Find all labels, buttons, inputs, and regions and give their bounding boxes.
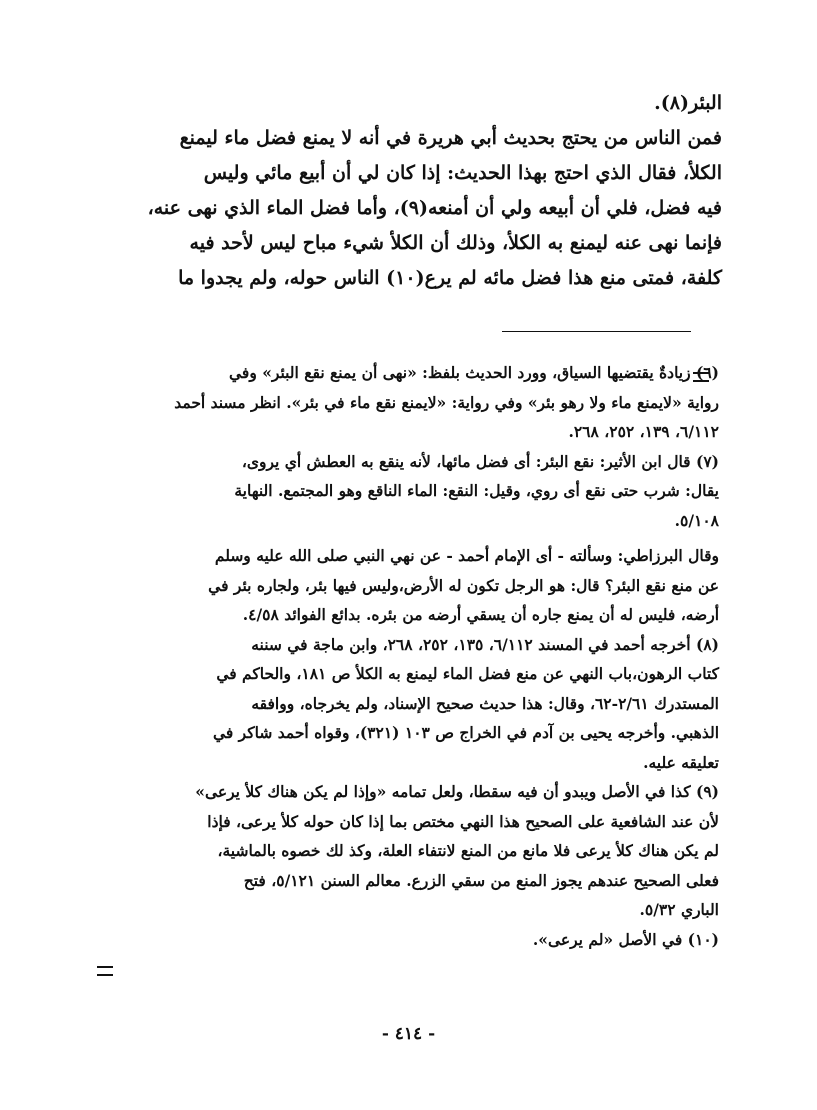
footnote-line: (١٠) في الأصل «لم يرعى». <box>532 929 719 949</box>
footnote-line: (٦) زيادةٌ يقتضيها السياق، وورد الحديث بلفظ: «نهى أن يمنع نقع البئر» وفي <box>229 363 719 382</box>
footnote-divider <box>502 331 691 332</box>
footnote-line: أرضه، فليس له أن يمنع جاره أن يسقي أرضه من بئره. بدائع الفوائد ٤/٥٨. <box>242 605 719 624</box>
main-text <box>102 86 722 296</box>
footnote-line: الباري ٥/٣٢. <box>639 900 719 919</box>
footnote-line: عن منع نقع البئر؟ قال: هو الرجل تكون له الأرض،وليس فيها بئر، ولجاره بئر في <box>208 575 719 595</box>
footnote-line: كتاب الرهون،باب النهي عن منع فضل الماء ليمنع به الكلأ ص ١٨١، والحاكم في <box>216 664 719 683</box>
footnote-line: المستدرك ٢/٦١-٦٢، وقال: هذا حديث صحيح الإسناد، ولم يخرجاه، ووافقه <box>251 693 719 713</box>
footnote-line: ٦/١١٢، ١٣٩، ٢٥٢، ٢٦٨. <box>568 422 719 441</box>
footnote-line: (٧) قال ابن الأثير: نقع البئر: أى فضل مائها، لأنه ينقع به العطش أي يروى، <box>241 451 719 471</box>
margin-mark <box>97 966 113 976</box>
footnote-line: رواية «لايمنع ماء ولا رهو بئر» وفي رواية: «لايمنع نقع ماء في بئر». انظر مسند أحمد <box>174 392 719 412</box>
main-text-line: الكلأ، فقال الذي احتج بهذا الحديث: إذا كان لي أن أبيع مائي وليس <box>203 162 722 184</box>
footnote-line: الذهبي. وأخرجه يحيى بن آدم في الخراج ص ١٠٣ (٣٢١)، وقواه أحمد شاكر في <box>212 723 719 742</box>
footnote-line: (٩) كذا في الأصل ويبدو أن فيه سقطا، ولعل تمامه «وإذا لم يكن هناك كلأ يرعى» <box>195 782 719 801</box>
footnote-line: (٨) أخرجه أحمد في المسند ٦/١١٢، ١٣٥، ٢٥٢، ٢٦٨، وابن ماجة في سننه <box>251 634 719 654</box>
footnote-line: ٥/١٠٨. <box>674 510 719 530</box>
footnote-line: لأن عند الشافعية على الصحيح هذا النهي مختص بما إذا كان حوله كلأ يرعى، فإذا <box>207 811 719 831</box>
footnotes <box>102 358 719 954</box>
footnote-line: يقال: شرب حتى نقع أى روي، وقيل: النقع: الماء الناقع وهو المجتمع. النهاية <box>234 481 719 500</box>
footnote-line: تعليقه عليه. <box>643 752 719 772</box>
footnote-line: وقال البرزاطي: وسألته - أى الإمام أحمد - عن نهي النبي صلى الله عليه وسلم <box>214 546 719 565</box>
main-text-line: فمن الناس من يحتج بحديث أبي هريرة في أنه لا يمنع فضل ماء ليمنع <box>179 127 722 149</box>
footnote-line: لم يكن هناك كلأ يرعى فلا مانع من المنع لانتفاء العلة، وكذ لك خصوه بالماشية، <box>217 841 719 860</box>
page-number: - ٤١٤ - <box>381 1024 436 1044</box>
footnote-line: فعلى الصحيح عندهم يجوز المنع من سقي الزرع. معالم السنن ٥/١٢١، فتح <box>243 870 719 890</box>
main-text-line: البئر(٨). <box>654 92 722 114</box>
main-text-line: فيه فضل، فلي أن أبيعه ولي أن أمنعه(٩)، وأما فضل الماء الذي نهى عنه، <box>147 197 722 219</box>
main-text-line: فإنما نهى عنه ليمنع به الكلأ، وذلك أن الكلأ شيء مباح ليس لأحد فيه <box>189 232 722 254</box>
main-text-line: كلفة، فمتى منع هذا فضل مائه لم يرع(١٠) الناس حوله، ولم يجدوا ما <box>178 267 722 289</box>
